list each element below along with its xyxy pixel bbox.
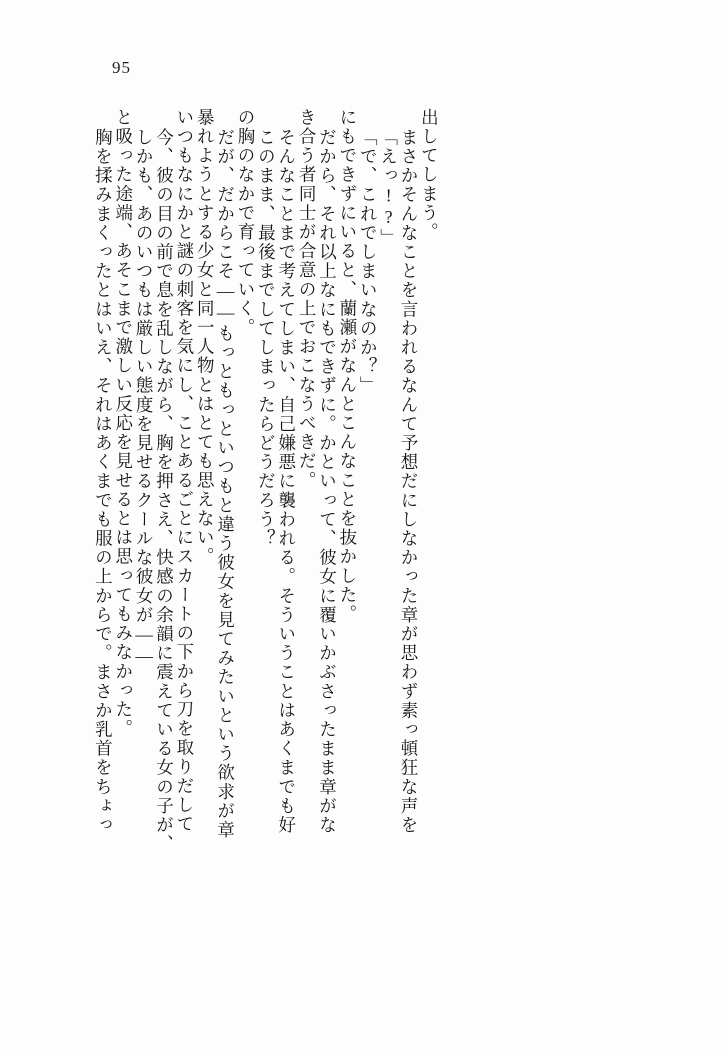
text-column: 出してしまう。 — [419, 108, 440, 242]
page-number: 95 — [112, 58, 131, 77]
text-column: しかも、あのいつもは厳しい態度を見せるクールな彼女が―― — [134, 128, 155, 668]
text-column: だから、それ以上なにもできずに。かといって、彼女に覆いかぶさったまま章がな — [317, 128, 338, 835]
text-column: いつもなにかと謎の刺客を気にし、ことあるごとにスカートの下から刀を取りだして — [174, 108, 195, 834]
text-column: 今、彼の目の前で息を乱しながら、胸を押さえ、快感の余韻に震えている女の子が、 — [154, 128, 175, 854]
text-column: このまま、最後までしてしまったらどうだろう？ — [256, 128, 277, 549]
text-column: だが、だからこそ――もっともっといつもと違う彼女を見てみたいという欲求が章 — [215, 128, 236, 840]
text-column: の胸のなかで育っていく。 — [236, 108, 256, 338]
text-column: 「えっ!?」 — [378, 128, 399, 248]
vertical-text-block — [92, 108, 632, 928]
text-column: と吸った途端、あそこまで激しい反応を見せるとは思ってもみなかった。 — [113, 108, 134, 739]
text-column: そんなことまで考えてしまい、自己嫌悪に襲われる。そういうことはあくまでも好 — [276, 128, 297, 835]
text-column: 胸を揉みまくったとはいえ、それはあくまでも服の上からで。まさか乳首をちょっ — [93, 128, 114, 835]
text-column: 「で、これでしまいなのか？」 — [358, 128, 379, 396]
text-column: まさかそんなことを言われるなんて予想だにしなかった章が思わず素っ頓狂な声を — [399, 128, 419, 835]
text-column: にもできずにいると、蘭瀬がなんとこんなことを抜かした。 — [337, 108, 358, 624]
text-column: 暴れようとする少女と同一人物とはとても思えない。 — [195, 108, 216, 567]
text-column: き合う者同士が合意の上でおこなうべきだ。 — [297, 108, 318, 490]
